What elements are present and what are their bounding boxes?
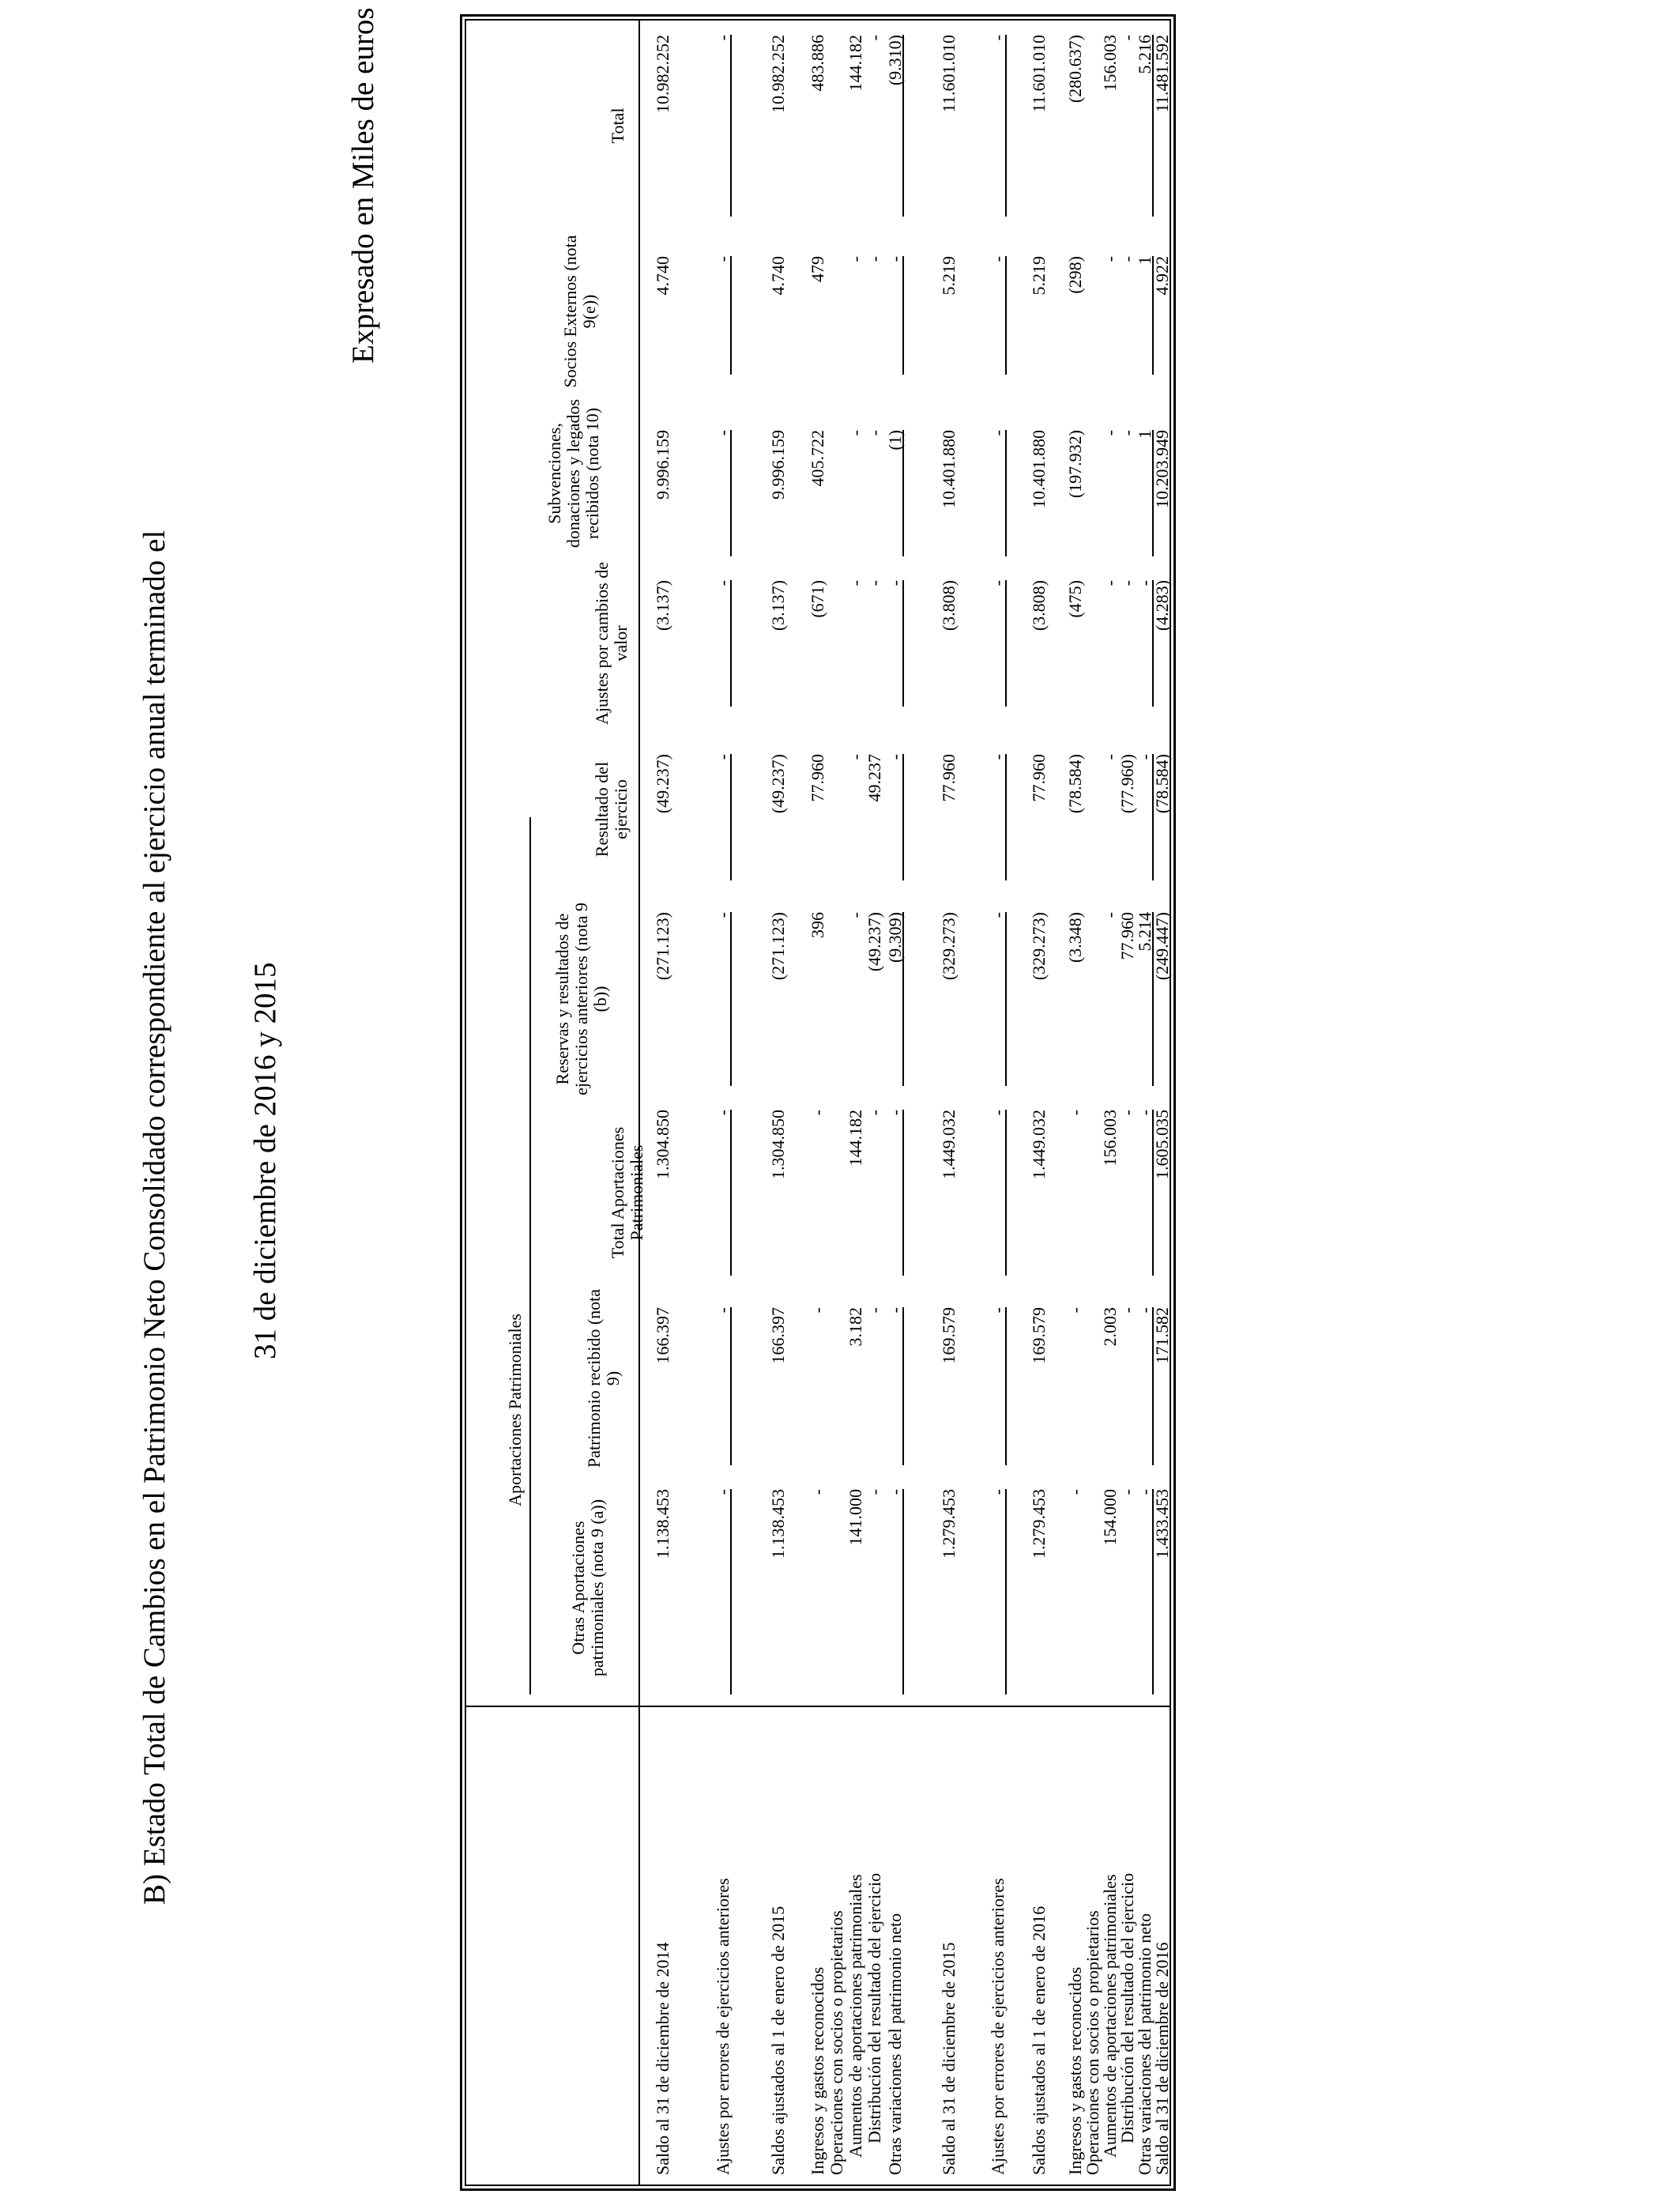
table-cell: 144.182 <box>846 35 865 92</box>
row-label: Operaciones con socios o propietarios <box>827 1910 846 2175</box>
table-cell: 4.740 <box>653 256 672 296</box>
row-label: Saldos ajustados al 1 de enero de 2016 <box>1029 1906 1049 2175</box>
table-cell: (78.584) <box>1065 754 1085 814</box>
column-header: Subvenciones, donaciones y legados recibidos (nota 10) <box>544 398 602 548</box>
table-cell: 5.214 <box>1135 912 1155 952</box>
table-cell: - <box>1100 256 1120 262</box>
table-cell: - <box>885 1110 905 1116</box>
subtotal-rule <box>730 430 732 556</box>
table-cell: - <box>846 754 865 760</box>
subtotal-rule <box>1152 256 1154 375</box>
table-cell: - <box>713 1307 733 1314</box>
subtotal-rule <box>1005 1489 1007 1695</box>
table-cell: 1.605.035 <box>1152 1110 1172 1179</box>
table-cell: - <box>713 912 733 918</box>
table-cell: 10.982.252 <box>653 35 672 113</box>
table-cell: 1 <box>1135 256 1155 265</box>
table-cell: (671) <box>808 580 827 618</box>
table-cell: - <box>808 1489 827 1495</box>
table-cell: 49.237 <box>864 754 884 802</box>
table-cell: - <box>1135 1110 1155 1116</box>
table-cell: (280.637) <box>1065 35 1085 104</box>
table-cell: - <box>1135 1307 1155 1314</box>
column-header: Total Aportaciones Patrimoniales <box>608 1126 646 1259</box>
subtotal-rule <box>1005 754 1007 880</box>
table-cell: - <box>988 430 1008 436</box>
table-cell: 171.582 <box>1152 1307 1172 1364</box>
subtotal-rule <box>1152 1110 1154 1276</box>
subtotal-rule <box>902 912 904 1086</box>
row-label: Aumentos de aportaciones patrimoniales <box>846 1874 865 2158</box>
subtotal-rule <box>730 580 732 707</box>
table-cell: 169.579 <box>1029 1307 1049 1364</box>
table-cell: - <box>1100 754 1120 760</box>
subtotal-rule <box>902 754 904 880</box>
table-cell: - <box>1135 754 1155 760</box>
statement-title: B) Estado Total de Cambios en el Patrimonio Neto Consolidado correspondiente al ejercicio anual terminado el <box>137 530 171 1905</box>
table-cell: - <box>1117 1489 1137 1495</box>
row-label: Ajustes por errores de ejercicios anteriores <box>713 1878 733 2175</box>
table-cell: (3.808) <box>939 580 959 631</box>
table-cell: 1.279.453 <box>1029 1489 1049 1559</box>
table-cell: - <box>988 1489 1008 1495</box>
table-cell: (329.273) <box>1029 912 1049 981</box>
subtotal-rule <box>1005 430 1007 556</box>
table-cell: (77.960) <box>1117 754 1137 814</box>
table-cell: 4.740 <box>768 256 788 296</box>
row-label: Ingresos y gastos reconocidos <box>808 1966 827 2175</box>
group-header-aportaciones: Aportaciones Patrimoniales <box>505 1314 525 1506</box>
row-label: Distribución del resultado del ejercicio <box>864 1872 884 2143</box>
subtotal-rule <box>1005 256 1007 375</box>
table-cell: 77.960 <box>1029 754 1049 802</box>
table-cell: - <box>1135 1489 1155 1495</box>
table-cell: 77.960 <box>939 754 959 802</box>
table-cell: - <box>713 1110 733 1116</box>
table-cell: - <box>988 580 1008 586</box>
row-label: Ingresos y gastos reconocidos <box>1065 1966 1085 2175</box>
table-cell: 1.138.453 <box>768 1489 788 1559</box>
table-cell: 10.203.949 <box>1152 430 1172 508</box>
column-header: Otras Aportaciones patrimoniales (nota 9 (a)) <box>568 1498 607 1677</box>
table-cell: - <box>988 754 1008 760</box>
table-cell: 1.279.453 <box>939 1489 959 1559</box>
table-cell: 9.996.159 <box>653 430 672 499</box>
table-cell: 1.449.032 <box>1029 1110 1049 1179</box>
table-cell: (3.137) <box>653 580 672 631</box>
subtotal-rule <box>1005 35 1007 217</box>
table-cell: - <box>885 256 905 262</box>
table-cell: - <box>1065 1489 1085 1495</box>
table-cell: - <box>808 1307 827 1314</box>
subtotal-rule <box>1005 912 1007 1086</box>
table-cell: - <box>864 430 884 436</box>
table-cell: 5.219 <box>939 256 959 296</box>
table-cell: (271.123) <box>653 912 672 981</box>
table-cell: 1.138.453 <box>653 1489 672 1559</box>
subtotal-rule <box>1005 1110 1007 1276</box>
column-header: Resultado del ejercicio <box>592 761 631 858</box>
table-cell: - <box>885 754 905 760</box>
table-cell: - <box>713 754 733 760</box>
table-cell: - <box>846 256 865 262</box>
table-cell: - <box>1100 912 1120 918</box>
table-cell: - <box>1117 35 1137 41</box>
subtotal-rule <box>730 912 732 1086</box>
row-label: Otras variaciones del patrimonio neto <box>885 1913 905 2175</box>
table-cell: - <box>988 35 1008 41</box>
table-cell: 77.960 <box>808 754 827 802</box>
table-cell: 1.449.032 <box>939 1110 959 1179</box>
row-label: Saldo al 31 de diciembre de 2015 <box>939 1942 959 2175</box>
table-cell: 166.397 <box>768 1307 788 1364</box>
table-cell: (49.237) <box>864 912 884 972</box>
table-cell: (197.932) <box>1065 430 1085 499</box>
table-cell: - <box>885 580 905 586</box>
table-cell: 11.481.592 <box>1152 35 1172 113</box>
table-cell: - <box>1065 1110 1085 1116</box>
table-grid <box>466 21 1170 2185</box>
table-cell: (298) <box>1065 256 1085 294</box>
row-label: Distribución del resultado del ejercicio <box>1117 1872 1137 2143</box>
row-label: Saldo al 31 de diciembre de 2016 <box>1152 1942 1172 2175</box>
table-cell: 156.003 <box>1100 35 1120 92</box>
table-cell: - <box>713 256 733 262</box>
group-header-underline <box>529 817 531 1695</box>
subtotal-rule <box>730 35 732 217</box>
currency-unit-note: Expresado en Miles de euros <box>346 7 380 364</box>
table-cell: 144.182 <box>846 1110 865 1167</box>
table-cell: 1.304.850 <box>653 1110 672 1179</box>
statement-period: 31 de diciembre de 2016 y 2015 <box>248 962 282 1359</box>
table-cell: 154.000 <box>1100 1489 1120 1546</box>
table-cell: 156.003 <box>1100 1110 1120 1167</box>
table-cell: 479 <box>808 256 827 282</box>
table-cell: - <box>1065 1307 1085 1314</box>
subtotal-rule <box>1152 35 1154 217</box>
table-cell: (1) <box>885 430 905 450</box>
table-cell: - <box>713 35 733 41</box>
table-cell: 2.003 <box>1100 1307 1120 1347</box>
table-cell: 5.219 <box>1029 256 1049 296</box>
table-cell: - <box>1117 430 1137 436</box>
subtotal-rule <box>730 1110 732 1276</box>
table-cell: 77.960 <box>1117 912 1137 960</box>
table-cell: - <box>1117 580 1137 586</box>
table-cell: 11.601.010 <box>1029 35 1049 113</box>
table-cell: - <box>808 1110 827 1116</box>
table-cell: 10.401.880 <box>939 430 959 508</box>
table-cell: (4.283) <box>1152 580 1172 631</box>
table-cell: 405.722 <box>808 430 827 487</box>
column-header: Socios Externos (nota 9(e)) <box>560 235 599 388</box>
table-cell: - <box>1135 580 1155 586</box>
table-cell: - <box>713 580 733 586</box>
subtotal-rule <box>902 580 904 707</box>
subtotal-rule <box>730 256 732 375</box>
row-label: Aumentos de aportaciones patrimoniales <box>1100 1874 1120 2158</box>
subtotal-rule <box>1152 1489 1154 1695</box>
table-cell: - <box>713 430 733 436</box>
table-cell: 9.996.159 <box>768 430 788 499</box>
subtotal-rule <box>902 256 904 375</box>
table-cell: - <box>885 1489 905 1495</box>
row-label: Operaciones con socios o propietarios <box>1083 1910 1102 2175</box>
table-cell: 169.579 <box>939 1307 959 1364</box>
table-cell: 141.000 <box>846 1489 865 1546</box>
table-cell: - <box>1100 430 1120 436</box>
subtotal-rule <box>730 1489 732 1695</box>
row-label: Saldos ajustados al 1 de enero de 2015 <box>768 1906 788 2175</box>
equity-changes-table <box>460 14 1176 2191</box>
table-cell: - <box>1117 1110 1137 1116</box>
subtotal-rule <box>730 754 732 880</box>
table-cell: (3.808) <box>1029 580 1049 631</box>
table-cell: (49.237) <box>768 754 788 814</box>
row-label: Ajustes por errores de ejercicios anteriores <box>988 1878 1008 2175</box>
table-cell: 1.304.850 <box>768 1110 788 1179</box>
table-cell: (271.123) <box>768 912 788 981</box>
table-cell: 1.433.453 <box>1152 1489 1172 1559</box>
table-cell: - <box>864 256 884 262</box>
table-cell: (49.237) <box>653 754 672 814</box>
table-cell: (3.348) <box>1065 912 1085 963</box>
table-cell: - <box>988 1307 1008 1314</box>
row-label: Otras variaciones del patrimonio neto <box>1135 1913 1155 2175</box>
subtotal-rule <box>902 1489 904 1695</box>
table-cell: 396 <box>808 912 827 938</box>
table-cell: 10.982.252 <box>768 35 788 113</box>
table-cell: (9.310) <box>885 35 905 86</box>
subtotal-rule <box>1005 1307 1007 1465</box>
table-cell: - <box>713 1489 733 1495</box>
table-cell: (78.584) <box>1152 754 1172 814</box>
table-cell: - <box>988 1110 1008 1116</box>
table-cell: - <box>864 1307 884 1314</box>
table-cell: (475) <box>1065 580 1085 618</box>
table-cell: - <box>1117 256 1137 262</box>
subtotal-rule <box>1152 430 1154 556</box>
table-cell: 10.401.880 <box>1029 430 1049 508</box>
subtotal-rule <box>902 1110 904 1276</box>
subtotal-rule <box>1152 912 1154 1086</box>
table-cell: (329.273) <box>939 912 959 981</box>
table-cell: 3.182 <box>846 1307 865 1347</box>
table-cell: - <box>988 912 1008 918</box>
table-cell: 483.886 <box>808 35 827 92</box>
table-cell: 5.216 <box>1135 35 1155 74</box>
table-cell: (3.137) <box>768 580 788 631</box>
subtotal-rule <box>902 1307 904 1465</box>
header-separator <box>638 21 640 2185</box>
table-cell: 166.397 <box>653 1307 672 1364</box>
table-cell: - <box>885 1307 905 1314</box>
subtotal-rule <box>902 35 904 217</box>
table-cell: - <box>864 580 884 586</box>
table-cell: - <box>846 912 865 918</box>
table-cell: 11.601.010 <box>939 35 959 113</box>
subtotal-rule <box>730 1307 732 1465</box>
table-cell: 4.922 <box>1152 256 1172 296</box>
table-cell: - <box>864 35 884 41</box>
table-cell: - <box>988 256 1008 262</box>
subtotal-rule <box>1152 754 1154 880</box>
column-header: Total <box>608 107 627 144</box>
table-cell: - <box>864 1110 884 1116</box>
subtotal-rule <box>1152 580 1154 707</box>
table-cell: 1 <box>1135 430 1155 439</box>
table-cell: - <box>1100 580 1120 586</box>
subtotal-rule <box>1152 1307 1154 1465</box>
table-cell: (249.447) <box>1152 912 1172 981</box>
column-header: Patrimonio recibido (nota 9) <box>584 1288 623 1468</box>
column-header: Reservas y resultados de ejercicios anteriores (nota 9 (b)) <box>552 903 610 1095</box>
subtotal-rule <box>902 430 904 556</box>
table-cell: - <box>1117 1307 1137 1314</box>
table-cell: - <box>846 580 865 586</box>
table-cell: (9.309) <box>885 912 905 963</box>
row-label: Saldo al 31 de diciembre de 2014 <box>653 1942 672 2175</box>
subtotal-rule <box>1005 580 1007 707</box>
table-cell: - <box>846 430 865 436</box>
column-header: Ajustes por cambios de valor <box>592 562 631 725</box>
table-cell: - <box>864 1489 884 1495</box>
